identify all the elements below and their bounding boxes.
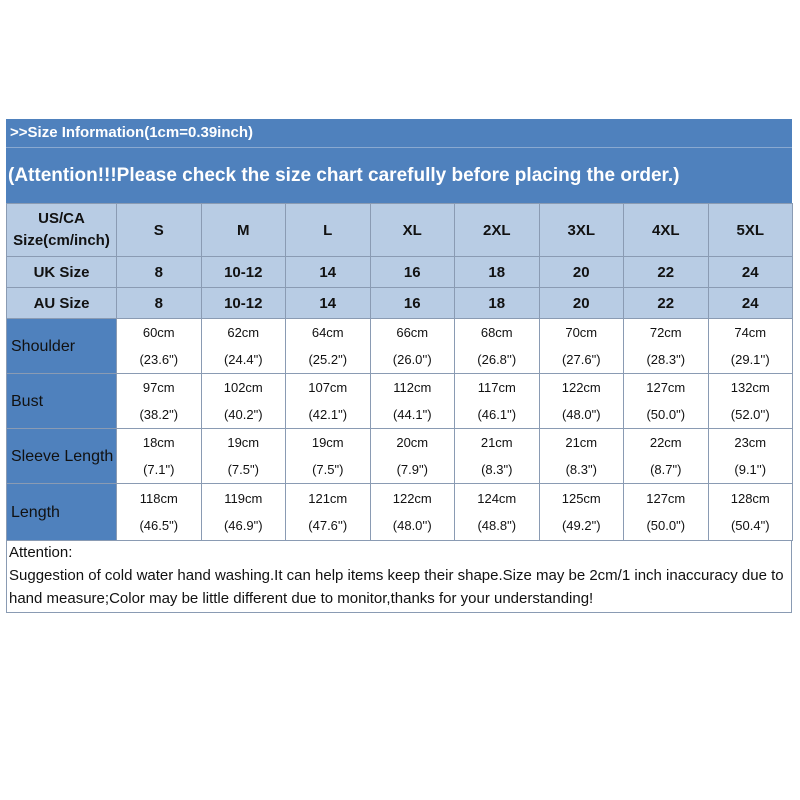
size-cell: 20 <box>539 257 624 288</box>
inch-value: (47.6'') <box>308 518 348 533</box>
cm-value: 72cm <box>649 325 682 340</box>
us-ca-size-label <box>7 204 117 257</box>
inch-value: (46.9") <box>223 518 263 533</box>
size-cell: 4XL <box>624 204 709 257</box>
measure-cell <box>708 429 793 484</box>
inch-value: (28.3") <box>646 352 686 367</box>
cm-value: 128cm <box>730 491 770 506</box>
cm-value: 21cm <box>565 435 598 450</box>
inch-value: (50.0") <box>646 518 686 533</box>
inch-value: (9.1'') <box>734 462 767 477</box>
cm-value: 127cm <box>646 380 686 395</box>
measure-cell <box>117 319 202 374</box>
inch-value: (42.1") <box>308 407 348 422</box>
cm-value: 122cm <box>392 491 432 506</box>
measure-cell <box>455 374 540 429</box>
inch-value: (49.2") <box>561 518 601 533</box>
cm-value: 117cm <box>477 380 516 395</box>
attention-heading: (Attention!!!Please check the size chart carefully before placing the order.) <box>8 165 680 186</box>
measure-cell <box>455 429 540 484</box>
au-size-label: AU Size <box>7 288 117 319</box>
size-cell: 16 <box>370 288 455 319</box>
cm-value: 19cm <box>227 435 260 450</box>
measure-cell <box>455 319 540 374</box>
measure-cell <box>286 374 371 429</box>
size-cell: 8 <box>117 257 202 288</box>
measure-cell <box>539 319 624 374</box>
cm-value: 19cm <box>311 435 344 450</box>
inch-value: (8.3") <box>481 462 513 477</box>
measure-cell <box>286 319 371 374</box>
cm-value: 112cm <box>393 380 432 395</box>
size-cell: 14 <box>286 257 371 288</box>
inch-value: (40.2") <box>223 407 263 422</box>
inch-value: (7.1") <box>143 462 175 477</box>
measure-cell <box>117 484 202 541</box>
size-cell: 10-12 <box>201 288 286 319</box>
cm-value: 18cm <box>142 435 175 450</box>
measure-cell <box>286 429 371 484</box>
inch-value: (38.2") <box>139 407 179 422</box>
inch-value: (50.4") <box>730 518 770 533</box>
bust-row <box>7 374 793 429</box>
inch-value: (29.1'') <box>730 352 770 367</box>
size-cell: 24 <box>708 257 793 288</box>
size-cell: 22 <box>624 257 709 288</box>
inch-value: (7.5") <box>312 462 344 477</box>
measure-cell <box>286 484 371 541</box>
inch-value: (25.2") <box>308 352 348 367</box>
cm-value: 62cm <box>227 325 260 340</box>
inch-value: (48.8") <box>477 518 517 533</box>
size-cell: 8 <box>117 288 202 319</box>
inch-value: (26.8'') <box>477 352 517 367</box>
uk-size-row <box>7 257 793 288</box>
uk-size-label: UK Size <box>7 257 117 288</box>
size-cell: 3XL <box>539 204 624 257</box>
inch-value: (48.0'') <box>392 518 432 533</box>
measure-cell <box>370 374 455 429</box>
attention-note <box>6 541 792 613</box>
cm-value: 60cm <box>142 325 175 340</box>
measure-cell <box>370 319 455 374</box>
measure-cell <box>201 429 286 484</box>
cm-value: 122cm <box>561 380 601 395</box>
inch-value: (27.6") <box>561 352 601 367</box>
cm-value: 119cm <box>224 491 263 506</box>
measure-cell <box>201 484 286 541</box>
cm-value: 68cm <box>480 325 513 340</box>
inch-value: (46.1") <box>477 407 517 422</box>
size-cell: 10-12 <box>201 257 286 288</box>
cm-value: 23cm <box>734 435 767 450</box>
shoulder-row <box>7 319 793 374</box>
measure-cell <box>201 374 286 429</box>
us-ca-size-row <box>7 204 793 257</box>
cm-value: 102cm <box>223 380 263 395</box>
measure-cell <box>117 429 202 484</box>
sleeve-length-label: Sleeve Length <box>7 429 117 484</box>
measure-cell <box>201 319 286 374</box>
cm-value: 22cm <box>649 435 682 450</box>
size-cell: 16 <box>370 257 455 288</box>
shoulder-label: Shoulder <box>7 319 117 374</box>
size-cell: 14 <box>286 288 371 319</box>
inch-value: (44.1") <box>392 407 432 422</box>
inch-value: (46.5") <box>139 518 179 533</box>
measure-cell <box>370 429 455 484</box>
us-ca-label-line2: Size(cm/inch) <box>13 232 110 249</box>
measure-cell <box>708 374 793 429</box>
size-info-banner <box>6 119 792 203</box>
size-cell: 20 <box>539 288 624 319</box>
size-cell: L <box>286 204 371 257</box>
measure-cell <box>708 319 793 374</box>
cm-value: 66cm <box>396 325 429 340</box>
measure-cell <box>539 374 624 429</box>
cm-value: 74cm <box>734 325 767 340</box>
inch-value: (26.0'') <box>392 352 432 367</box>
inch-value: (50.0") <box>646 407 686 422</box>
measure-cell <box>370 484 455 541</box>
size-cell: 2XL <box>455 204 540 257</box>
cm-value: 20cm <box>396 435 429 450</box>
size-cell: M <box>201 204 286 257</box>
bust-label: Bust <box>7 374 117 429</box>
cm-value: 70cm <box>565 325 598 340</box>
inch-value: (7.5") <box>227 462 259 477</box>
cm-value: 21cm <box>480 435 513 450</box>
inch-value: (8.3") <box>565 462 597 477</box>
measure-cell <box>624 484 709 541</box>
inch-value: (8.7") <box>650 462 682 477</box>
inch-value: (24.4") <box>223 352 263 367</box>
measure-cell <box>455 484 540 541</box>
au-size-row <box>7 288 793 319</box>
size-cell: S <box>117 204 202 257</box>
cm-value: 64cm <box>311 325 344 340</box>
cm-value: 124cm <box>477 491 517 506</box>
measure-cell <box>624 319 709 374</box>
size-cell: XL <box>370 204 455 257</box>
size-cell: 18 <box>455 257 540 288</box>
measure-cell <box>539 484 624 541</box>
cm-value: 127cm <box>646 491 686 506</box>
size-info-title: >>Size Information(1cm=0.39inch) <box>6 119 792 148</box>
attention-note-title: Attention: <box>9 544 73 561</box>
size-cell: 18 <box>455 288 540 319</box>
cm-value: 107cm <box>308 380 348 395</box>
measure-cell <box>624 429 709 484</box>
size-cell: 22 <box>624 288 709 319</box>
cm-value: 118cm <box>139 491 178 506</box>
inch-value: (48.0") <box>561 407 601 422</box>
measure-cell <box>117 374 202 429</box>
length-label: Length <box>7 484 117 541</box>
inch-value: (52.0'') <box>730 407 770 422</box>
attention-note-text: Suggestion of cold water hand washing.It can help items keep their shape.Size may be 2cm/1 inch inaccuracy due to hand measure;Color may be little different due to monitor,thanks for your understanding! <box>9 567 784 607</box>
size-table <box>6 203 793 541</box>
inch-value: (7.9") <box>396 462 428 477</box>
sleeve-length-row <box>7 429 793 484</box>
size-cell: 5XL <box>708 204 793 257</box>
cm-value: 125cm <box>561 491 601 506</box>
us-ca-label-line1: US/CA <box>38 210 85 227</box>
cm-value: 121cm <box>308 491 348 506</box>
measure-cell <box>539 429 624 484</box>
measure-cell <box>708 484 793 541</box>
size-chart <box>6 119 792 613</box>
inch-value: (23.6") <box>139 352 179 367</box>
cm-value: 97cm <box>142 380 175 395</box>
size-cell: 24 <box>708 288 793 319</box>
cm-value: 132cm <box>730 380 770 395</box>
measure-cell <box>624 374 709 429</box>
length-row <box>7 484 793 541</box>
